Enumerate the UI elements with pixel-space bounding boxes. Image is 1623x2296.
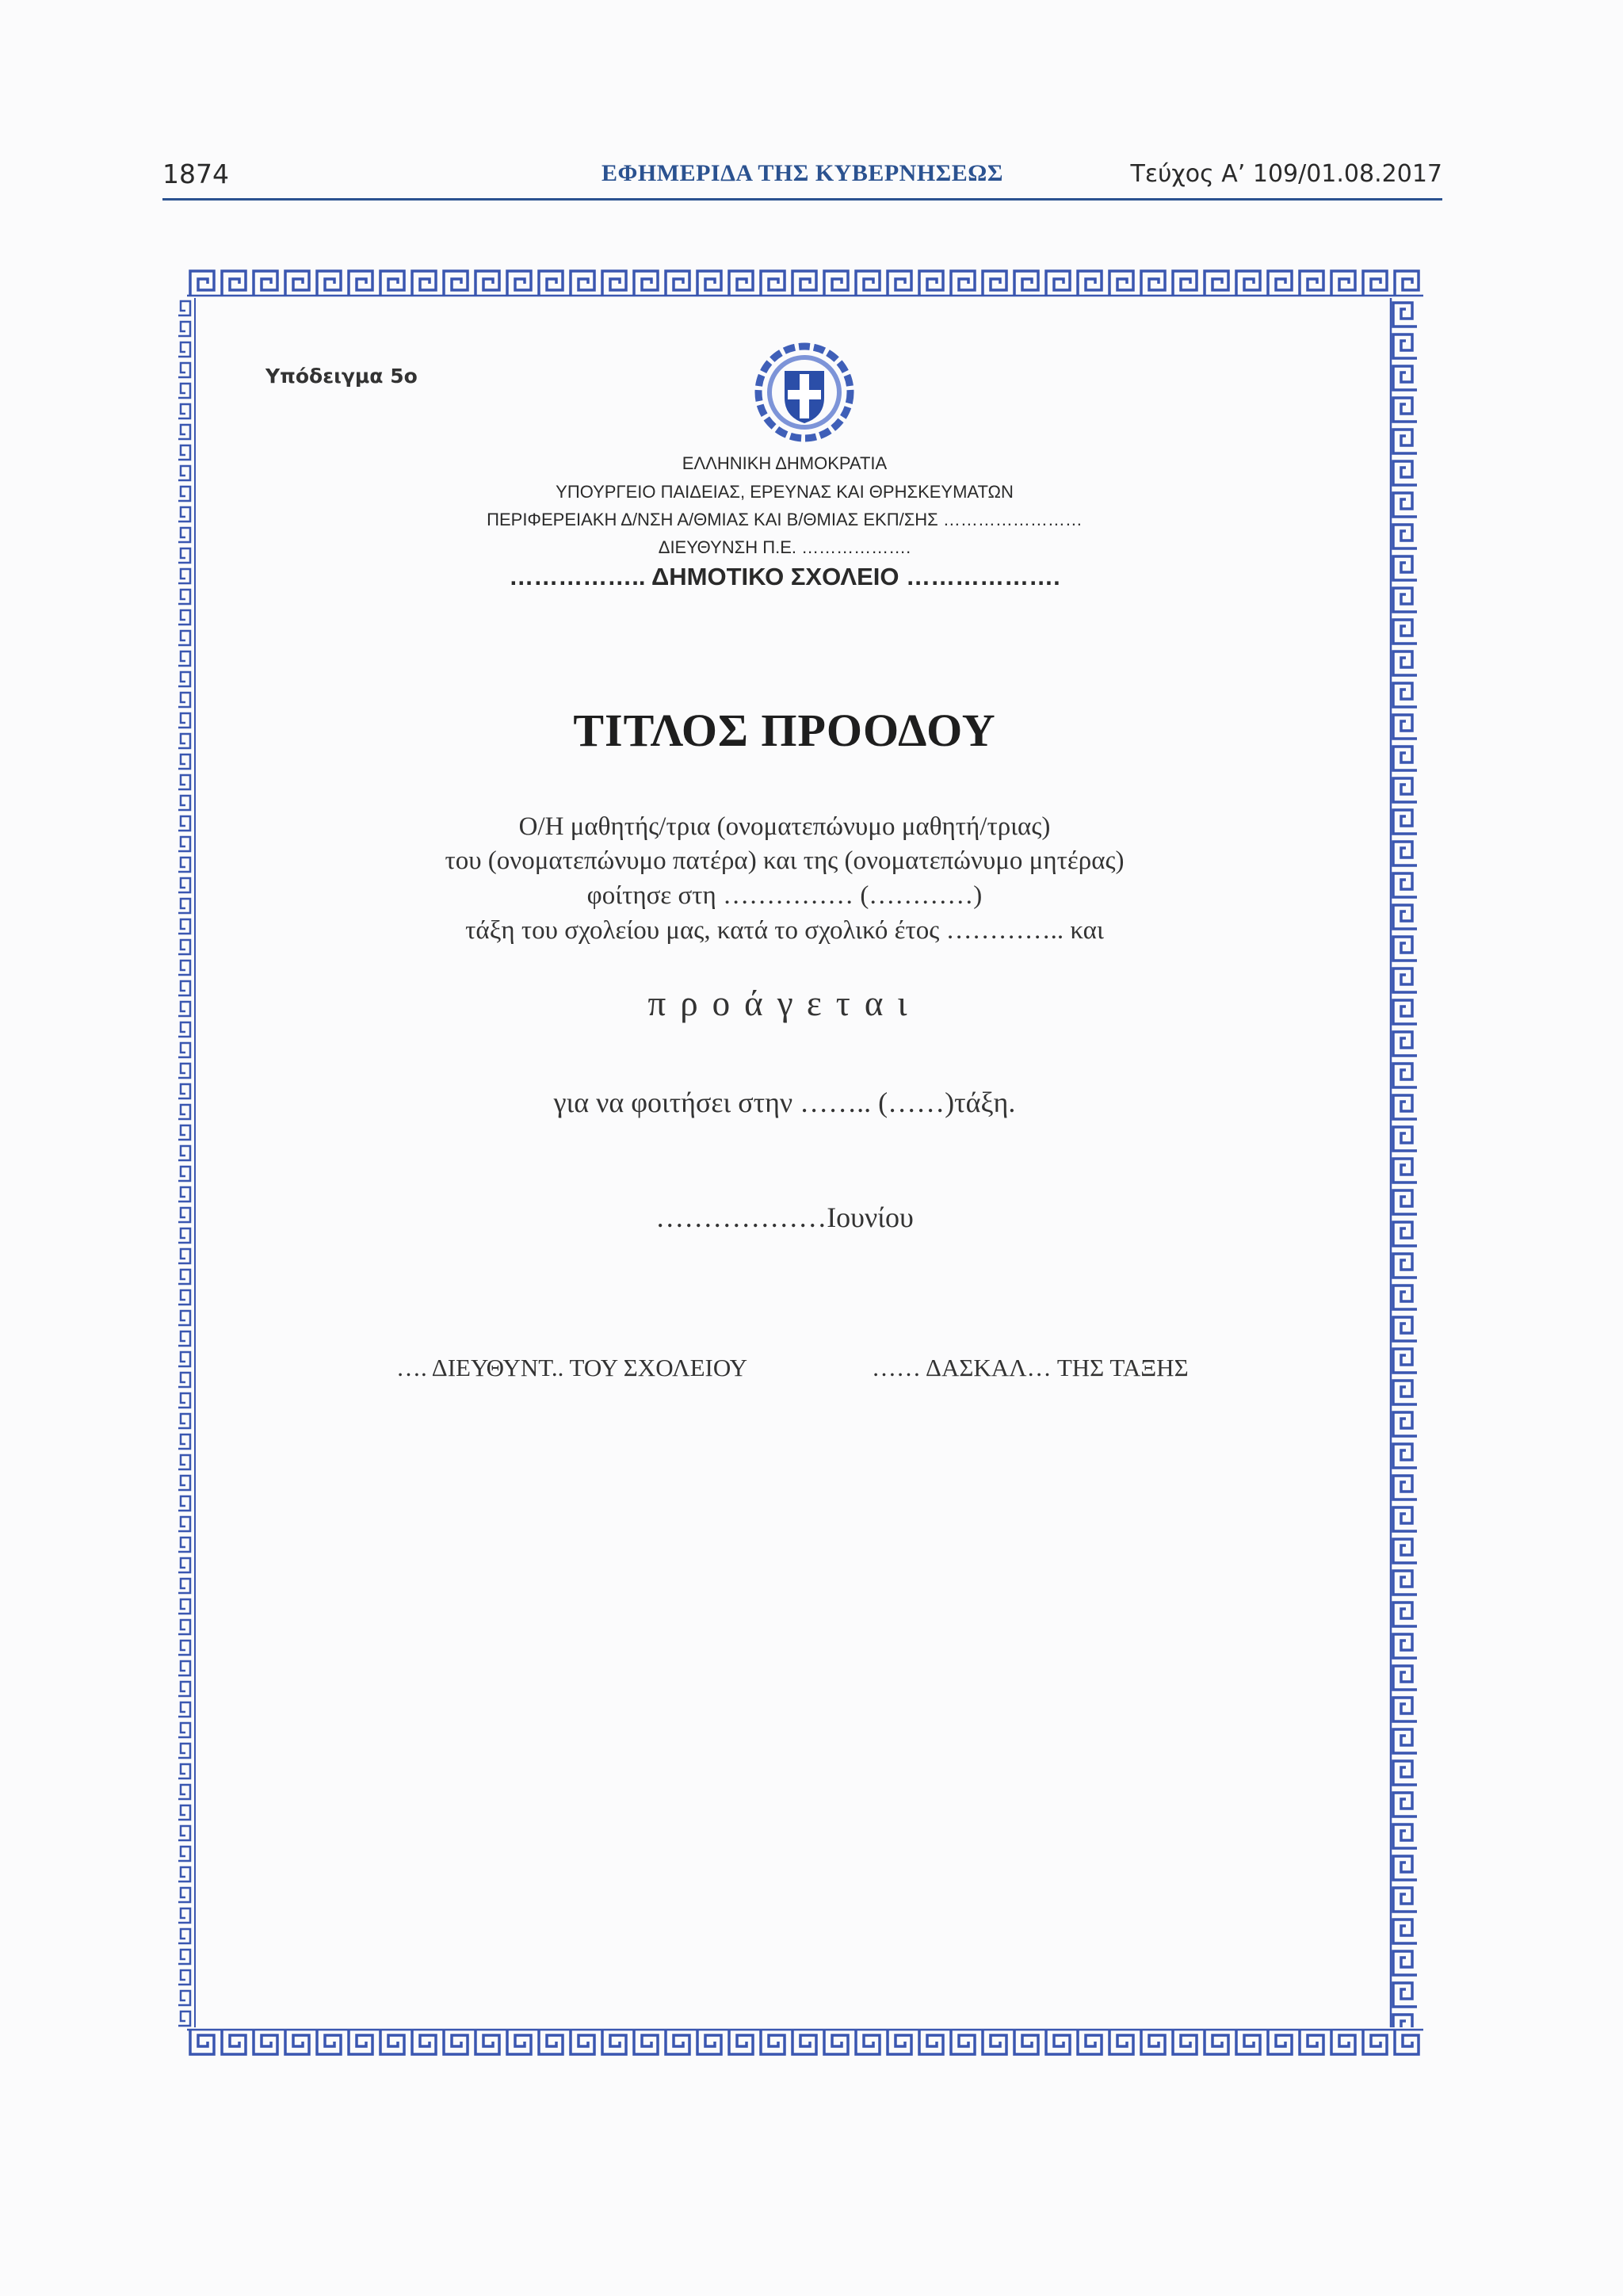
publication-title: ΕΦΗΜΕΡΙΔΑ ΤΗΣ ΚΥΒΕΡΝΗΣΕΩΣ	[601, 160, 1003, 186]
authority-country: ΕΛΛΗΝΙΚΗ ΔΗΜΟΚΡΑΤΙΑ	[682, 453, 888, 473]
body-line-class: φοίτησε στη …………… (…………)	[586, 881, 983, 910]
date-line: ………………Ιουνίου	[655, 1201, 914, 1233]
authority-ministry: ΥΠΟΥΡΓΕΙΟ ΠΑΙΔΕΙΑΣ, ΕΡΕΥΝΑΣ ΚΑΙ ΘΡΗΣΚΕΥΜΑΤΩΝ	[556, 482, 1014, 502]
issue-info: Τεύχος Α’ 109/01.08.2017	[1130, 160, 1442, 188]
certificate-title: ΤΙΤΛΟΣ ΠΡΟΟΔΟΥ	[573, 705, 996, 756]
principal-signature: …. ΔΙΕΥΘΥΝΤ.. ΤΟΥ ΣΧΟΛΕΙΟΥ	[396, 1354, 748, 1381]
authority-directorate: ΔΙΕΥΘΥΝΣΗ Π.Ε. ……………….	[658, 537, 911, 557]
authority-regional-directorate: ΠΕΡΙΦΕΡΕΙΑΚΗ Δ/ΝΣΗ Α/ΘΜΙΑΣ ΚΑΙ Β/ΘΜΙΑΣ ΕΚΠ/ΣΗΣ ……………………	[487, 510, 1083, 529]
template-label: Υπόδειγμα 5ο	[265, 365, 418, 388]
certificate	[198, 301, 1371, 2005]
attend-line: για να φοιτήσει στην …….. (……)τάξη.	[553, 1087, 1016, 1118]
teacher-signature: …… ΔΑΣΚΑΛ… ΤΗΣ ΤΑΞΗΣ	[872, 1354, 1189, 1381]
body-line-school-year: τάξη του σχολείου μας, κατά το σχολικό έτος ………….. και	[465, 916, 1104, 945]
school-name: …………….. ΔΗΜΟΤΙΚΟ ΣΧΟΛΕΙΟ ……………….	[509, 563, 1060, 590]
greek-coat-of-arms-icon	[753, 341, 856, 444]
body-line-student: Ο/Η μαθητής/τρια (ονοματεπώνυμο μαθητή/τριας)	[518, 812, 1051, 841]
body-line-parents: του (ονοματεπώνυμο πατέρα) και της (ονοματεπώνυμο μητέρας)	[445, 846, 1125, 875]
page-number: 1874	[162, 159, 229, 189]
promoted-text: προάγεται	[647, 984, 922, 1023]
